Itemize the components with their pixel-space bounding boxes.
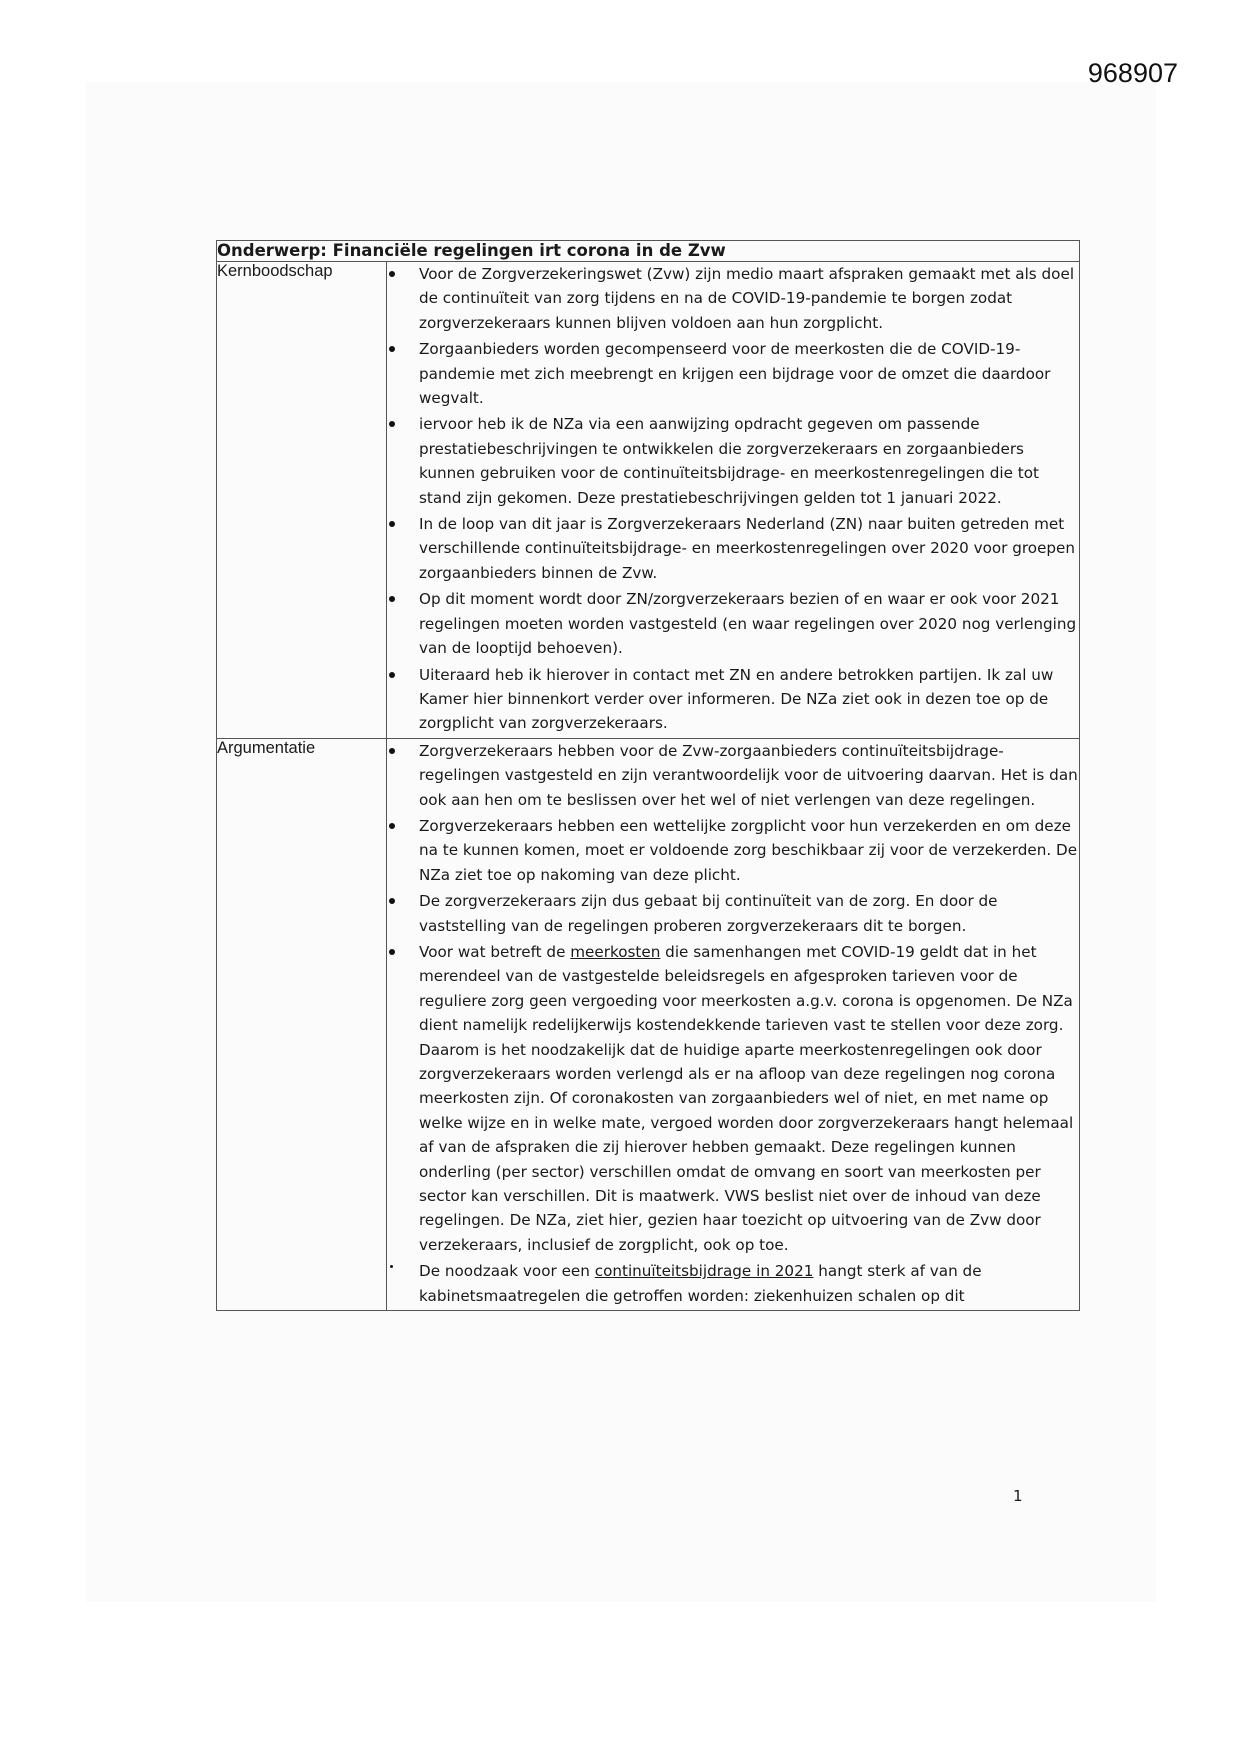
kernboodschap-list xyxy=(387,262,1079,736)
list-item-meerkosten xyxy=(387,940,1079,1257)
continuiteit-term: continuïteitsbijdrage in 2021 xyxy=(594,1262,814,1281)
argumentatie-content xyxy=(387,738,1080,1310)
page-number: 1 xyxy=(1013,1487,1023,1505)
subject-row xyxy=(217,241,1080,262)
list-item: Zorgverzekeraars hebben een wettelijke zorgplicht voor hun verzekerden en om deze na te kunnen komen, moet er voldoende zorg beschikbaar zij voor de verzekerden. De NZa ziet toe op nakoming van deze plicht. xyxy=(387,814,1079,887)
argumentatie-row xyxy=(217,738,1080,1310)
list-item: In de loop van dit jaar is Zorgverzekeraars Nederland (ZN) naar buiten getreden met verschillende continuïteitsbijdrage- en meerkostenregelingen over 2020 voor groepen zorgaanbieders binnen de Zvw. xyxy=(387,512,1079,585)
list-item: De zorgverzekeraars zijn dus gebaat bij continuïteit van de zorg. En door de vaststelling van de regelingen proberen zorgverzekeraars dit te borgen. xyxy=(387,889,1079,938)
list-item: Uiteraard heb ik hierover in contact met ZN en andere betrokken partijen. Ik zal uw Kamer hier binnenkort verder over informeren. De NZa ziet ook in dezen toe op de zorgplicht van zorgverzekeraars. xyxy=(387,663,1079,736)
meerkosten-intro: Voor wat betreft de xyxy=(419,942,571,961)
argumentatie-label: Argumentatie xyxy=(217,738,387,1310)
meerkosten-term: meerkosten xyxy=(570,942,661,961)
kernboodschap-content xyxy=(387,262,1080,739)
list-item: Zorgverzekeraars hebben voor de Zvw-zorgaanbieders continuïteitsbijdrage-regelingen vastgesteld en zijn verantwoordelijk voor de uitvoering daarvan. Het is dan ook aan hen om te beslissen over het wel of niet verlengen van deze regelingen. xyxy=(387,739,1079,812)
kernboodschap-row xyxy=(217,262,1080,739)
document-number: 968907 xyxy=(1087,58,1178,88)
meerkosten-text: die samenhangen met COVID-19 geldt dat in het merendeel van de vastgestelde beleidsregels en afgesproken tarieven voor de reguliere zorg geen vergoeding voor meerkosten a.g.v. corona is opgenomen. De NZa dient namelijk redelijkerwijs kostendekkende tarieven vast te stellen voor deze zorg. Daarom is het noodzakelijk dat de huidige aparte meerkostenregelingen ook door zorgverzekeraars worden verlengd als er na afloop van deze regelingen nog corona meerkosten zijn. Of coronakosten van zorgaanbieders wel of niet, en met name op welke wijze en in welke mate, vergoed worden door zorgverzekeraars hangt helemaal af van de afspraken die zij hierover hebben gemaakt. Deze regelingen kunnen onderling (per sector) verschillen omdat de omvang en soort van meerkosten per sector kan verschillen. Dit is maatwerk. VWS beslist niet over de inhoud van deze regelingen. De NZa, ziet hier, gezien haar toezicht op uitvoering van de Zvw door verzekeraars, inclusief de zorgplicht, ook op toe. xyxy=(419,942,1074,1254)
briefing-table xyxy=(216,240,1080,1311)
continuiteit-intro: De noodzaak voor een xyxy=(419,1262,595,1281)
continuiteit-text: hangt sterk af van de kabinetsmaatregelen die getroffen worden: ziekenhuizen schalen op dit xyxy=(419,1262,982,1305)
list-item: Op dit moment wordt door ZN/zorgverzekeraars bezien of en waar er ook voor 2021 regelingen moeten worden vastgesteld (en waar regelingen over 2020 nog verlenging van de looptijd behoeven). xyxy=(387,587,1079,660)
list-item: Zorgaanbieders worden gecompenseerd voor de meerkosten die de COVID-19-pandemie met zich meebrengt en krijgen een bijdrage voor de omzet die daardoor wegvalt. xyxy=(387,337,1079,410)
list-item: iervoor heb ik de NZa via een aanwijzing opdracht gegeven om passende prestatiebeschrijvingen te ontwikkelen die zorgverzekeraars en zorgaanbieders kunnen gebruiken voor de continuïteitsbijdrage- en meerkostenregelingen die tot stand zijn gekomen. Deze prestatiebeschrijvingen gelden tot 1 januari 2022. xyxy=(387,412,1079,510)
list-item: Voor de Zorgverzekeringswet (Zvw) zijn medio maart afspraken gemaakt met als doel de continuïteit van zorg tijdens en na de COVID-19-pandemie te borgen zodat zorgverzekeraars kunnen blijven voldoen aan hun zorgplicht. xyxy=(387,262,1079,335)
argumentatie-list xyxy=(387,739,1079,1308)
subject-heading: Onderwerp: Financiële regelingen irt corona in de Zvw xyxy=(217,241,1080,262)
list-item-continuiteit xyxy=(387,1259,1079,1308)
kernboodschap-label: Kernboodschap xyxy=(217,262,387,739)
